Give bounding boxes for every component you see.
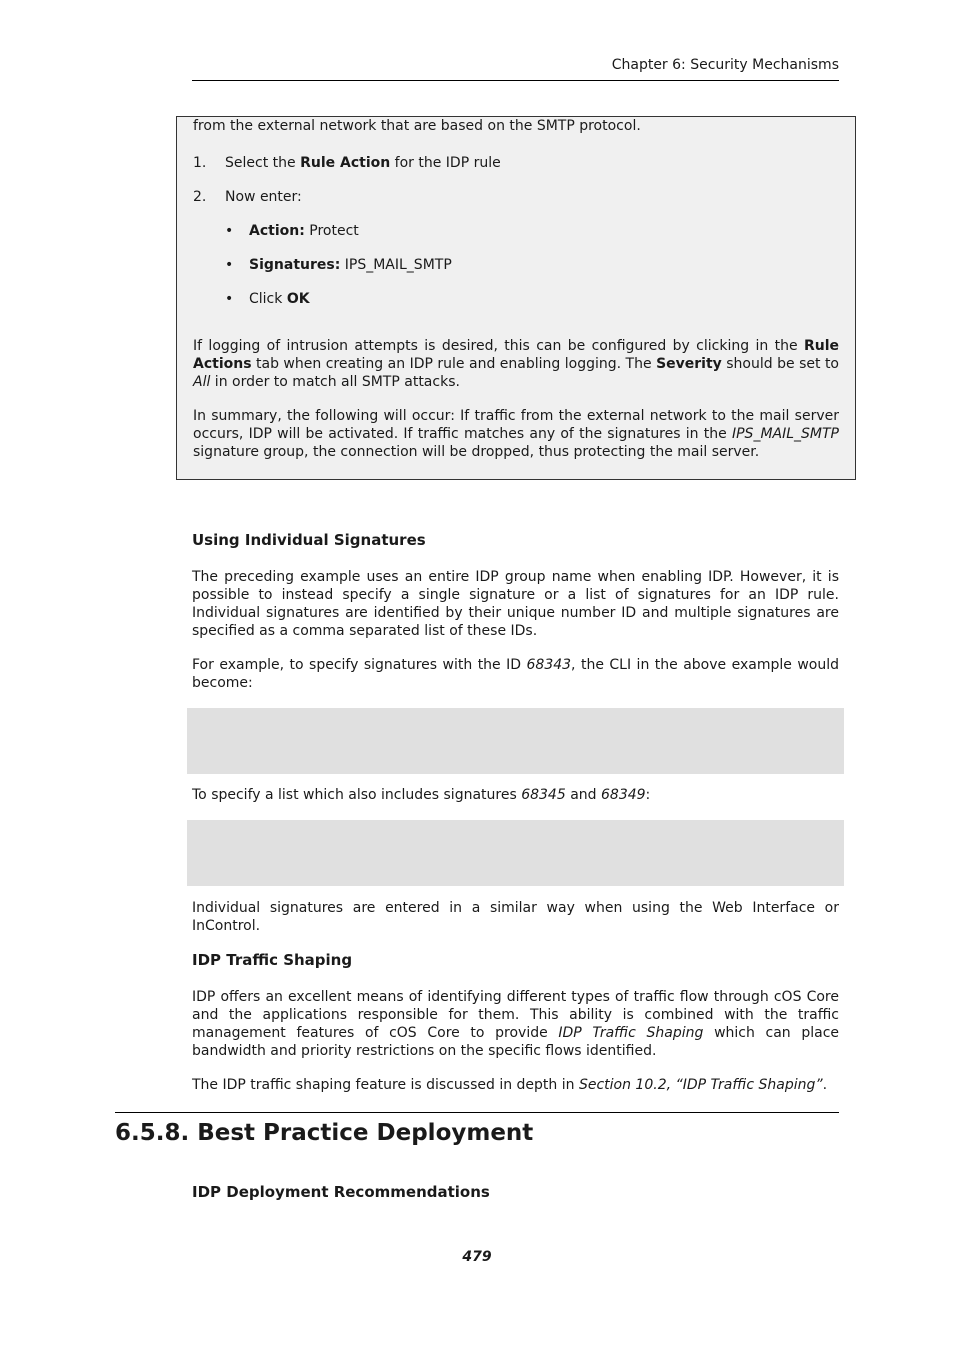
logging-paragraph: If logging of intrusion attempts is desired, this can be configured by clicking in the Rule Actions tab when creating an IDP rule and enabling logging. The Severity should be set to All in order to match all SMTP attacks. xyxy=(193,338,839,390)
shaping-paragraph-2: The IDP traffic shaping feature is discussed in depth in Section 10.2, “IDP Traffic Shaping”. xyxy=(192,1077,828,1093)
section-link[interactable]: Section 10.2, “IDP Traffic Shaping” xyxy=(578,1077,823,1093)
code-block-1 xyxy=(187,708,844,774)
heading-traffic-shaping: IDP Traffic Shaping xyxy=(192,951,353,969)
box-intro: from the external network that are based on the SMTP protocol. xyxy=(193,118,641,134)
page-header xyxy=(192,56,839,81)
individual-paragraph-4: Individual signatures are entered in a similar way when using the Web Interface or InControl. xyxy=(192,900,839,934)
section-title: 6.5.8. Best Practice Deployment xyxy=(115,1120,534,1146)
heading-deployment-recommendations: IDP Deployment Recommendations xyxy=(192,1183,490,1201)
individual-paragraph-1: The preceding example uses an entire IDP group name when enabling IDP. However, it is possible to instead specify a single signature or a list of signatures for an IDP rule. Individual signatures are identified by their unique number ID and multiple signatures are specified as a comma separated list of these IDs. xyxy=(192,569,839,639)
summary-paragraph: In summary, the following will occur: If traffic from the external network to the mail server occurs, IDP will be activated. If traffic matches any of the signatures in the IPS_MAIL_SMTP signature group, the connection will be dropped, thus protecting the mail server. xyxy=(193,408,839,460)
heading-individual-signatures: Using Individual Signatures xyxy=(192,531,426,549)
code-block-2 xyxy=(187,820,844,886)
chapter-title: Chapter 6: Security Mechanisms xyxy=(611,57,839,73)
page-number: 479 xyxy=(462,1249,492,1265)
shaping-paragraph-1: IDP offers an excellent means of identifying different types of traffic flow through cOS Core and the applications responsible for them. This ability is combined with the traffic management features of cOS Core to provide IDP Traffic Shaping which can place bandwidth and priority restrictions on the specific flows identified. xyxy=(192,989,840,1059)
section-divider xyxy=(115,1112,839,1113)
example-box: from the external network that are based on the SMTP protocol. 1. Select the Rule Action for the IDP rule 2. Now enter: • Action: Protect • Signatures: IPS_MAIL_SMTP • Click OK If logging of intrusion attempts is desired, this can be configured by clicking in the Rule Actions tab when creating an IDP rule and enabling logging. The Severity should be set to All in order to match all SMTP attacks. In summary, the following will occur: If traffic from the external network to the mail server occurs, IDP will be activated. If traffic matches any of the signatures in the IPS_MAIL_SMTP signature group, the connection will be dropped, thus protecting the mail server. xyxy=(176,116,856,480)
individual-paragraph-2: For example, to specify signatures with the ID 68343, the CLI in the above example would become: xyxy=(192,657,839,691)
individual-paragraph-3: To specify a list which also includes signatures 68345 and 68349: xyxy=(192,787,651,803)
